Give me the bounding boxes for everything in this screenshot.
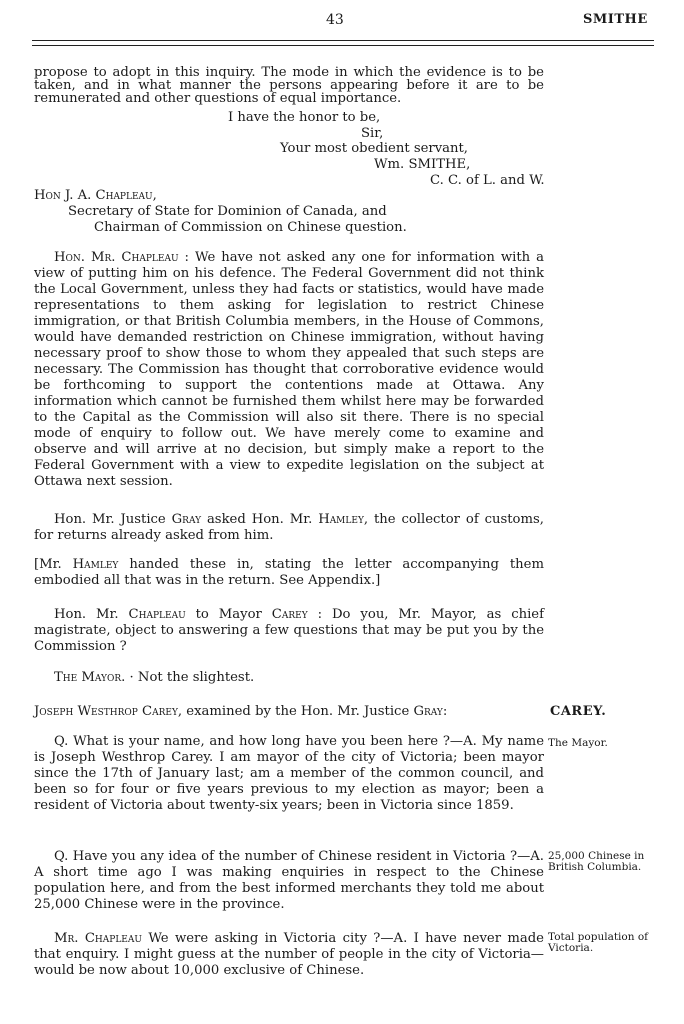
question-3: Mr. Chapleau We were asking in Victoria city ?—A. I have never made that enquiry. I might guess at the number of people in the city of Victoria—would be now about 10,000 exclusive of Chinese.	[34, 931, 544, 978]
paragraph-mayor-answer: The Mayor. · Not the slightest.	[54, 670, 255, 685]
paragraph-hamley: [Mr. Hamley handed these in, stating the letter accompanying them embodied all that was in the return. See Appendix.]	[34, 557, 544, 588]
margin-label-total-population: Total population of Victoria.	[548, 931, 649, 954]
addressee-line-2: Chairman of Commission on Chinese question.	[94, 220, 407, 235]
paragraph-gray: Hon. Mr. Justice Gray asked Hon. Mr. Hamley, the collector of customs, for returns already asked from him.	[34, 512, 544, 543]
paragraph-mayor-question: Hon. Mr. Chapleau to Mayor Carey : Do you, Mr. Mayor, as chief magistrate, object to answering a few questions that may be put you by the Commission ?	[34, 607, 544, 654]
header-rule-secondary	[32, 45, 654, 46]
margin-label-the-mayor: The Mayor.	[548, 737, 608, 749]
page-number: 43	[326, 12, 344, 28]
header-rule	[32, 40, 654, 41]
closing-sir: Sir,	[361, 126, 384, 141]
question-2: Q. Have you any idea of the number of Chinese resident in Victoria ?—A. A short time ago I was making enquiries in respect to the Chinese population here, and from the best informed merchants they told me about 25,000 Chinese were in the province.	[34, 849, 544, 912]
signature-title: C. C. of L. and W.	[430, 173, 545, 188]
speaker-chapleau: Hon. Mr. Chapleau :	[54, 250, 189, 265]
signature-name: Wm. SMITHE,	[374, 157, 471, 172]
addressee-line-1: Secretary of State for Dominion of Canada, and	[68, 204, 387, 219]
question-1: Q. What is your name, and how long have you been here ?—A. My name is Joseph Westhrop Carey. I am mayor of the city of Victoria; been mayor since the 17th of January last; am a member of the common council, and been so for four or five years previous to my election as mayor; been a resident of Victoria about twenty-six years; been in Victoria since 1859.	[34, 734, 544, 813]
paragraph-chapleau: Hon. Mr. Chapleau : We have not asked any one for information with a view of putting him on his defence. The Federal Government did not think the Local Government, unless they had facts or statistics, would have made representations to them asking for legislation to restrict Chinese immigration, or that British Columbia members, in the House of Commons, would have demanded restriction on Chinese immigration, without having necessary proof to show those to whom they appealed that such steps are necessary. The Commission has thought that corroborative evidence would be forthcoming to support the contentions made at Ottawa. Any information which cannot be furnished them whilst here may be forwarded to the Capital as the Commission will also sit there. There is no special mode of enquiry to follow out. We have merely come to examine and observe and will arrive at no decision, but simply make a report to the Federal Government with a view to expedite legislation on the subject at Ottawa next session.	[34, 250, 545, 489]
margin-carey-heading: CAREY.	[550, 704, 607, 719]
closing-honor: I have the honor to be,	[228, 110, 381, 125]
addressee-name: Hon J. A. Chapleau,	[34, 188, 157, 203]
witness-heading: Joseph Westhrop Carey, examined by the Hon. Mr. Justice Gray:	[34, 704, 448, 719]
closing-servant: Your most obedient servant,	[280, 141, 468, 156]
running-head: SMITHE	[583, 12, 648, 27]
margin-label-chinese-bc: 25,000 Chinese in British Columbia.	[548, 850, 645, 873]
letter-closing-paragraph: propose to adopt in this inquiry. The mode in which the evidence is to be taken, and in what manner the persons appearing before it are to be remunerated and other questions of equal importance.	[34, 65, 544, 106]
